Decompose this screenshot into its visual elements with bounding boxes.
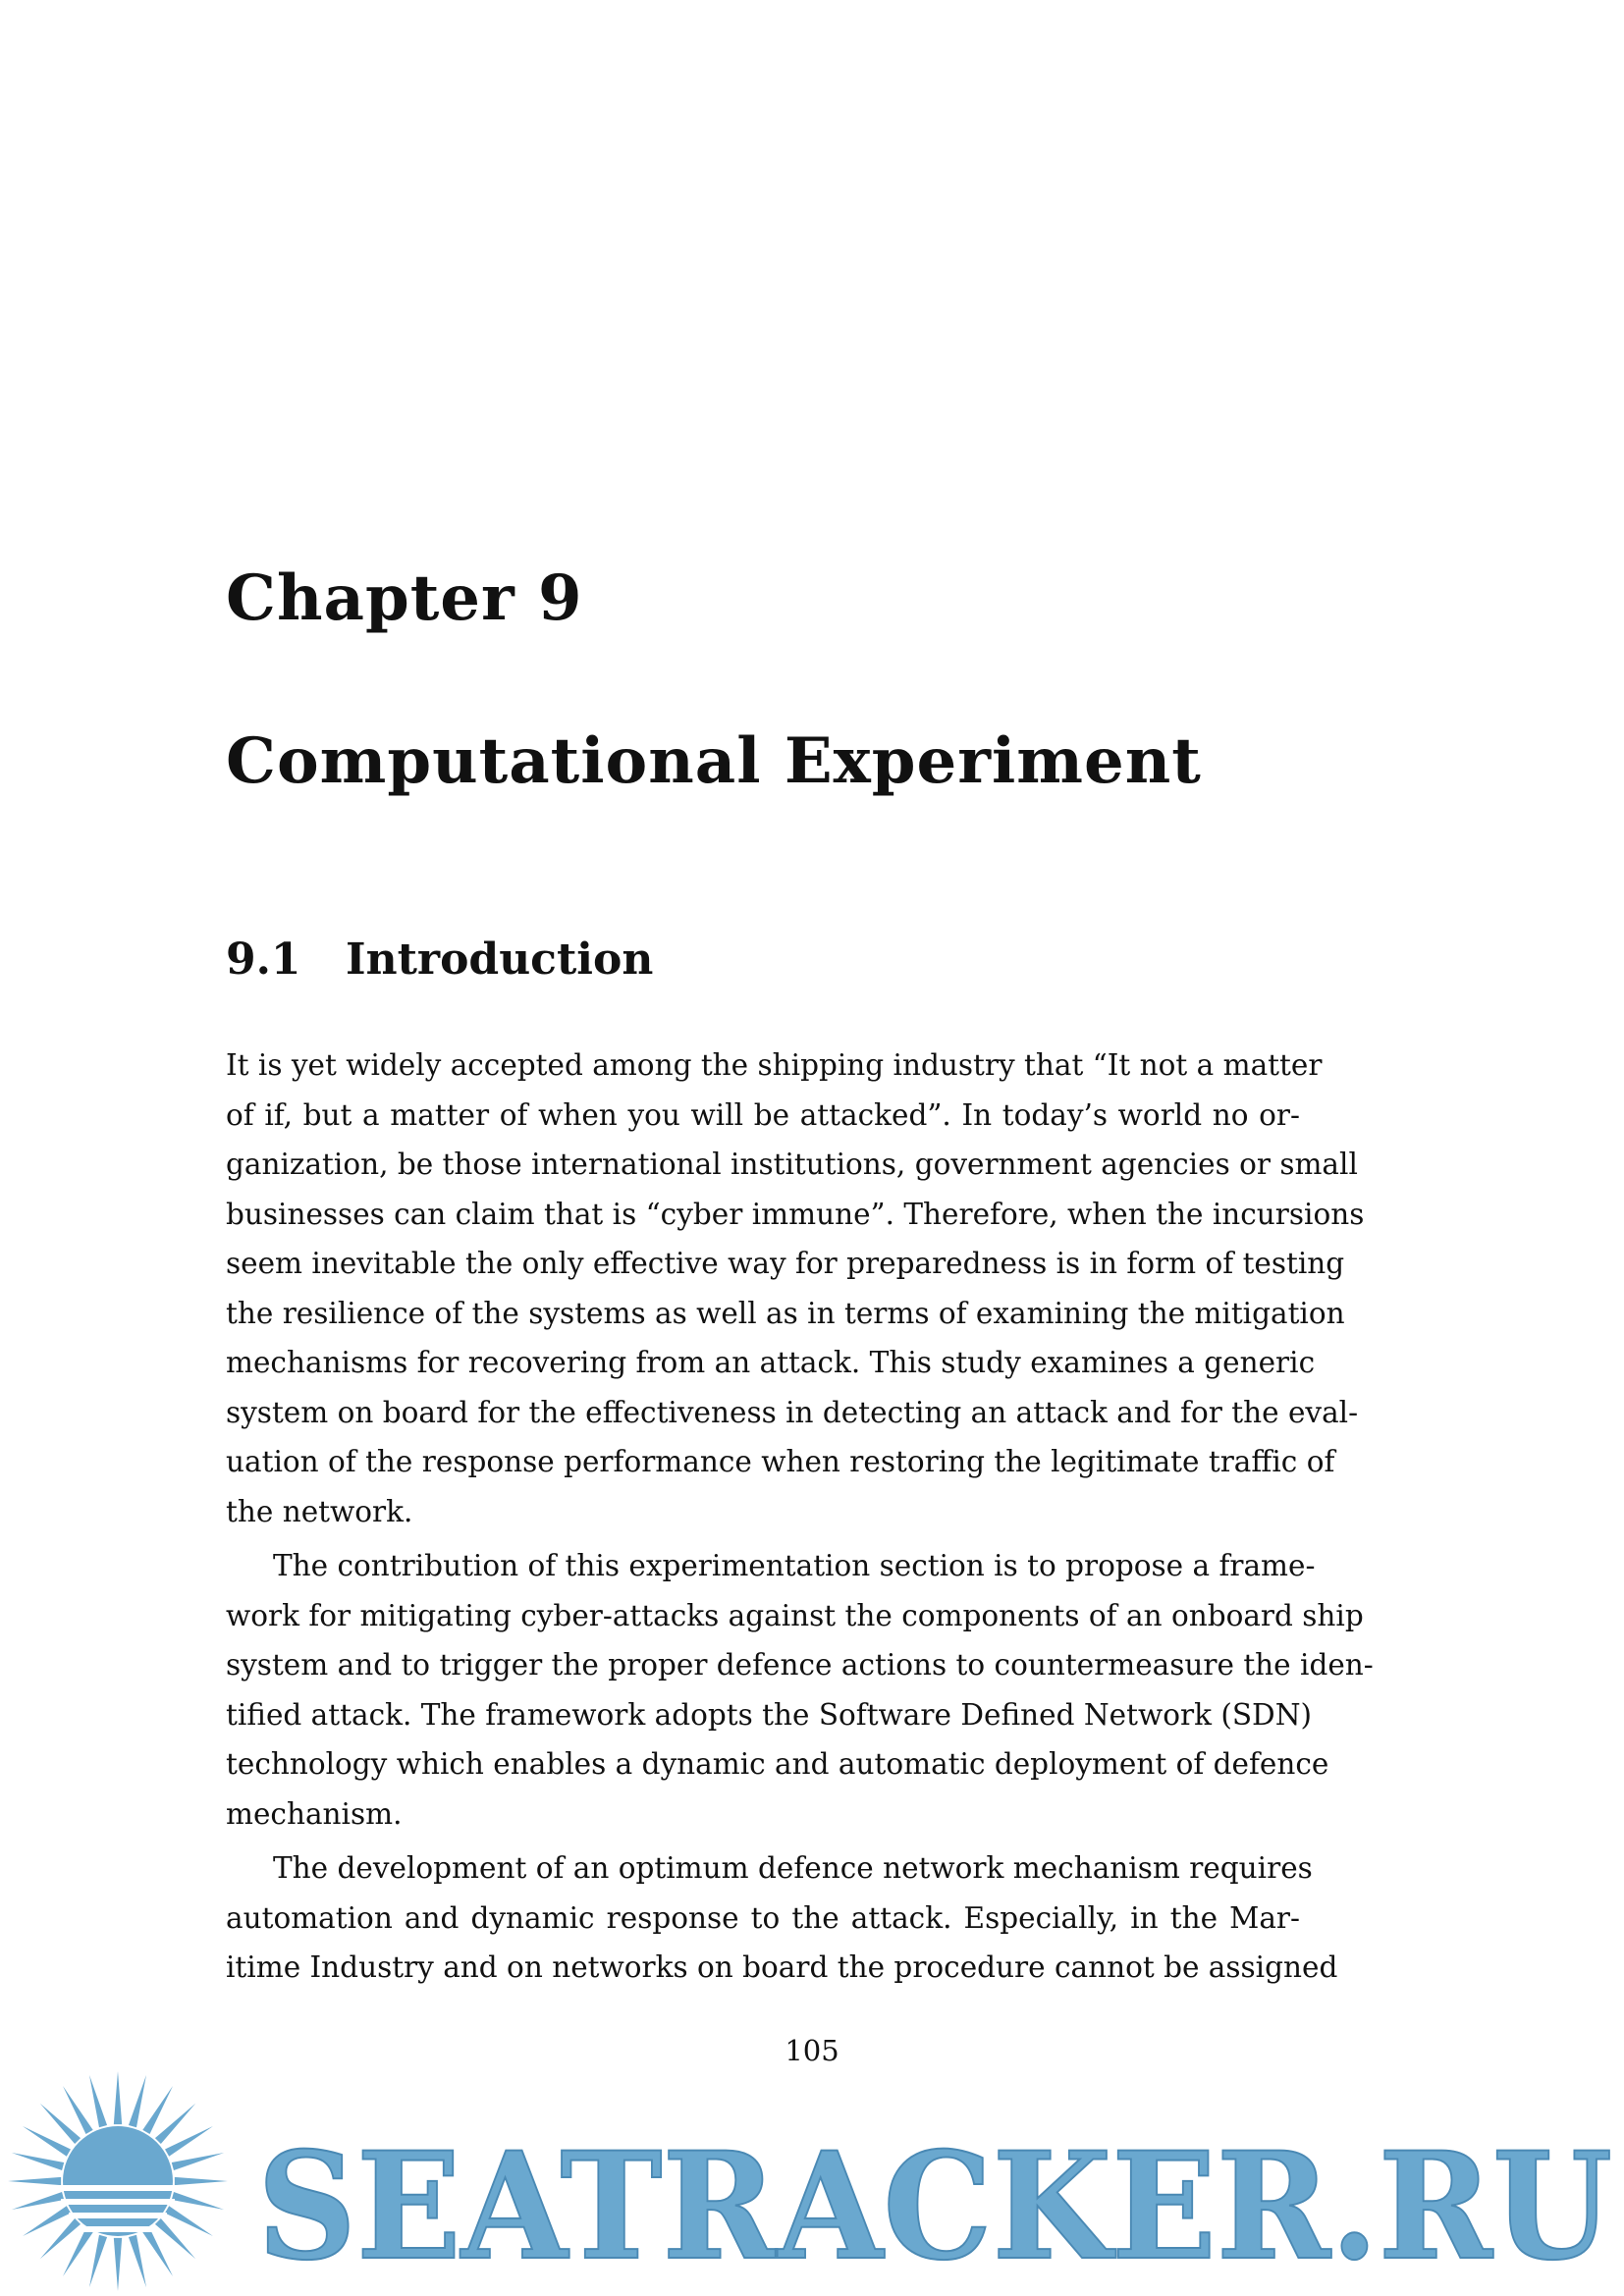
text-line: system and to trigger the proper defence actions to countermeasure the iden-	[226, 1648, 1374, 1682]
sun-ray	[12, 2153, 64, 2170]
text-line: work for mitigating cyber-attacks against the components of an onboard ship	[226, 1598, 1364, 1632]
chapter-label: Chapter 9	[226, 561, 583, 635]
text-line: businesses can claim that is “cyber immune”. Therefore, when the incursions	[226, 1197, 1365, 1231]
text-line: ganization, be those international institutions, government agencies or small	[226, 1148, 1358, 1181]
page-number: 105	[785, 2034, 839, 2067]
text-line: uation of the response performance when restoring the legitimate traffic of	[226, 1445, 1335, 1478]
text-line: The development of an optimum defence network mechanism requires	[273, 1851, 1313, 1885]
sun-ray	[129, 2235, 146, 2287]
text-line: tified attack. The framework adopts the Software Defined Network (SDN)	[226, 1697, 1313, 1732]
text-line: technology which enables a dynamic and automatic deployment of defence	[226, 1747, 1329, 1781]
paragraph	[226, 1843, 1338, 1993]
paragraph	[226, 1041, 1365, 1536]
sun-ray	[175, 2177, 228, 2185]
sun-ray	[89, 2075, 107, 2127]
text-line: It is yet widely accepted among the shipping industry that “It not a matter	[226, 1048, 1323, 1082]
text-line: system on board for the effectiveness in detecting an attack and for the eval-	[226, 1395, 1359, 1429]
text-line: of if, but a matter of when you will be attacked”. In today’s world no or-	[226, 1097, 1300, 1132]
text-line: the network.	[226, 1494, 413, 1528]
text-line: automation and dynamic response to the attack. Especially, in the Mar-	[226, 1900, 1300, 1935]
sun-ray	[172, 2192, 224, 2210]
sun-ray	[129, 2075, 146, 2127]
section-title: Introduction	[346, 934, 654, 985]
body-text	[226, 1041, 1374, 1993]
sun-ray	[8, 2177, 61, 2185]
text-line: the resilience of the systems as well as in terms of examining the mitigation	[226, 1296, 1345, 1330]
paragraph	[226, 1541, 1374, 1839]
text-line: mechanism.	[226, 1796, 403, 1831]
section-heading	[226, 934, 653, 985]
sun-ray	[114, 2238, 122, 2291]
text-line: itime Industry and on networks on board the procedure cannot be assigned	[226, 1950, 1338, 1984]
text-line: mechanisms for recovering from an attack. This study examines a generic	[226, 1346, 1316, 1379]
sun-ray	[89, 2235, 107, 2287]
watermark-text: SEATRACKER.RU	[257, 2120, 1612, 2293]
text-line: seem inevitable the only effective way for preparedness is in form of testing	[226, 1247, 1345, 1280]
chapter-title: Computational Experiment	[226, 724, 1202, 798]
text-line: The contribution of this experimentation section is to propose a frame-	[273, 1549, 1316, 1582]
sun-ray	[172, 2153, 224, 2170]
section-number: 9.1	[226, 934, 301, 985]
sun-ray	[114, 2071, 122, 2124]
sun-ray	[12, 2192, 64, 2210]
watermark	[0, 2061, 1624, 2296]
sun-logo-icon	[8, 2071, 228, 2291]
